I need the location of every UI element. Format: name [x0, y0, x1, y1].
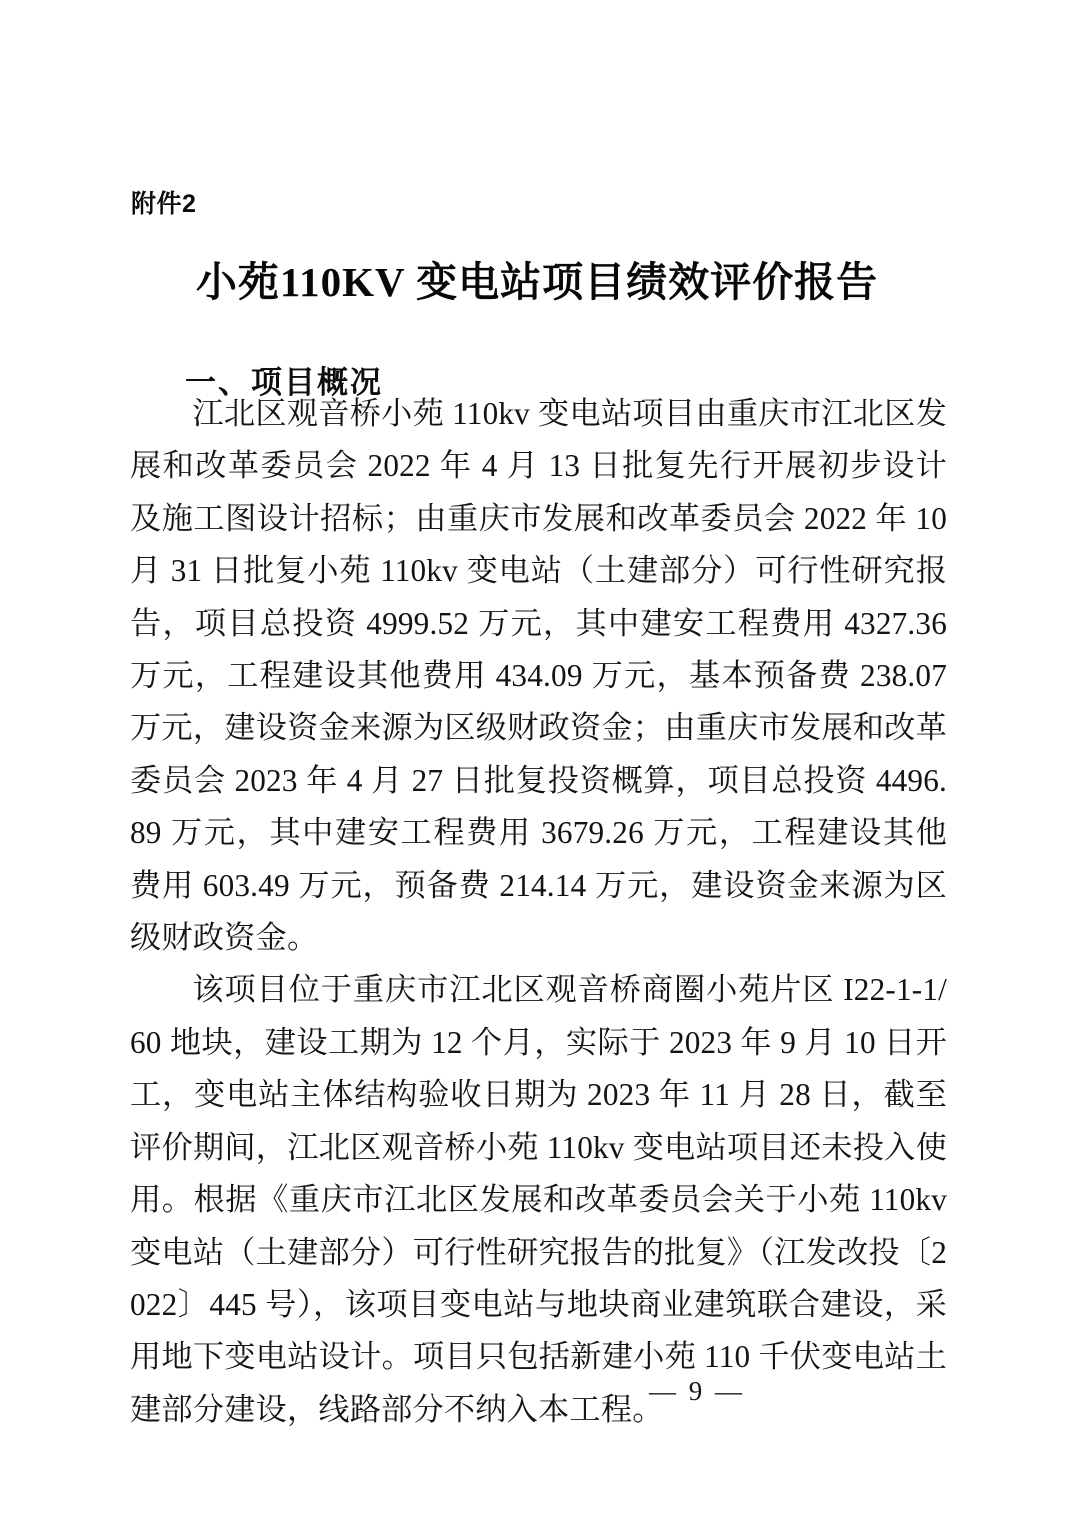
body-text-column — [130, 388, 947, 1436]
page-number: — 9 — — [649, 1376, 745, 1406]
paragraph: 该项目位于重庆市江北区观音桥商圈小苑片区 I22-1-1/60 地块，建设工期为 12 个月，实际于 2023 年 9 月 10 日开工，变电站主体结构验收日期为 2023 年 11 月 28 日，截至评价期间，江北区观音桥小苑 110kv 变电站项目还未投入使用。根据《重庆市江北区发展和改革委员会关于小苑 110kv 变电站（土建部分）可行性研究报告的批复》（江发改投〔2022〕445 号），该项目变电站与地块商业建筑联合建设，采用地下变电站设计。项目只包括新建小苑 110 千伏变电站土建部分建设，线路部分不纳入本工程。 — [130, 972, 947, 1427]
attachment-label: 附件2 — [131, 190, 197, 218]
paragraph: 江北区观音桥小苑 110kv 变电站项目由重庆市江北区发展和改革委员会 2022 年 4 月 13 日批复先行开展初步设计及施工图设计招标；由重庆市发展和改革委员会 2022 年 10 月 31 日批复小苑 110kv 变电站（土建部分）可行性研究报告，项目总投资 4999.52 万元，其中建安工程费用 4327.36 万元，工程建设其他费用 434.09 万元，基本预备费 238.07 万元，建设资金来源为区级财政资金；由重庆市发展和改革委员会 2023 年 4 月 27 日批复投资概算，项目总投资 4496.89 万元，其中建安工程费用 3679.26 万元，工程建设其他费用 603.49 万元，预备费 214.14 万元，建设资金来源为区级财政资金。 — [130, 396, 947, 956]
section-heading-project-overview: 一、项目概况 — [185, 364, 383, 400]
page-title: 小苑110KV 变电站项目绩效评价报告 — [195, 259, 879, 306]
